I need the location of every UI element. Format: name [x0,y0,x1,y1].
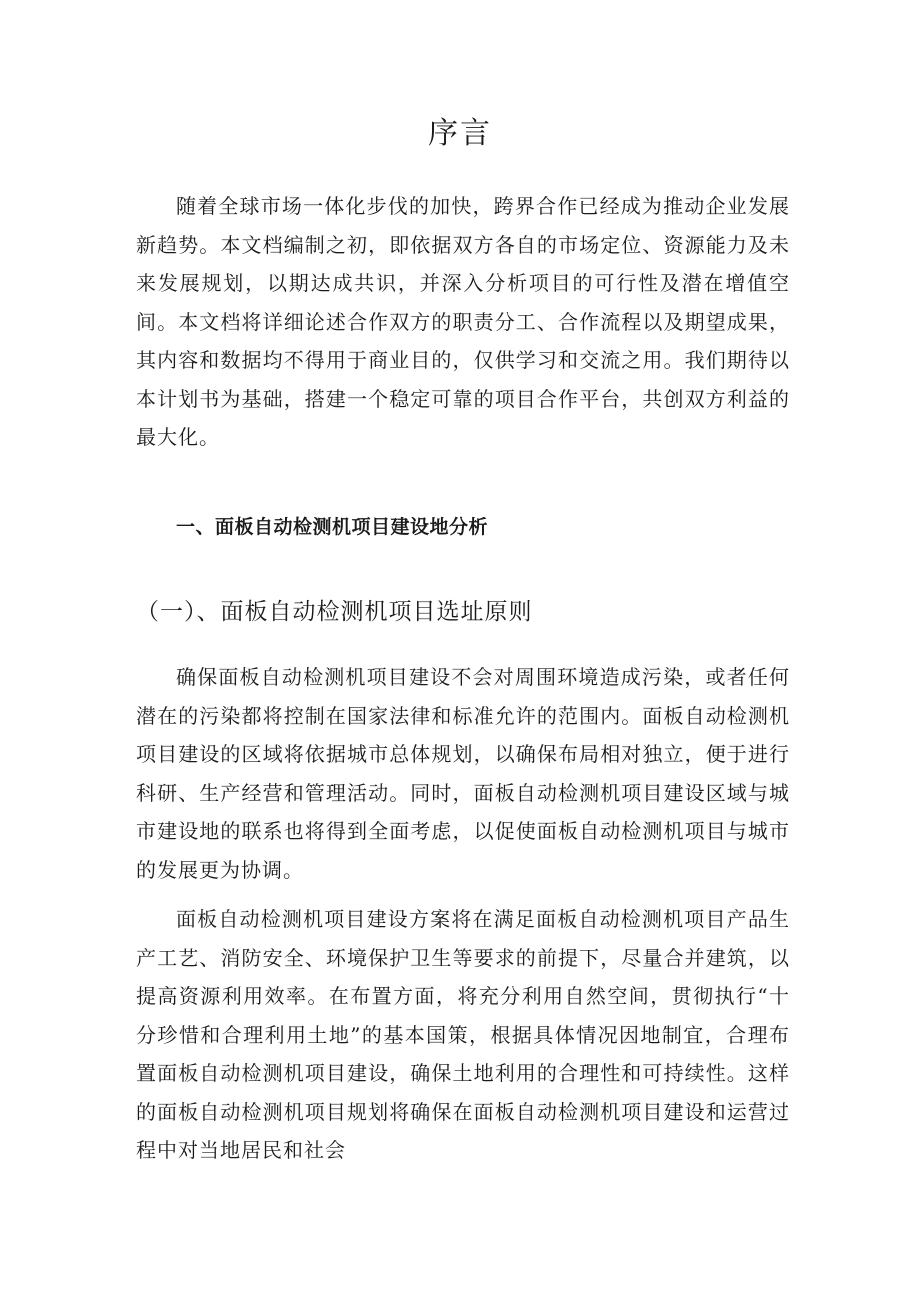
body-paragraph: 确保面板自动检测机项目建设不会对周围环境造成污染，或者任何潜在的污染都将控制在国家法律和标准允许的范围内。面板自动检测机项目建设的区域将依据城市总体规划，以确保布局相对独立，便于进行科研、生产经营和管理活动。同时，面板自动检测机项目建设区域与城市建设地的联系也将得到全面考虑，以促使面板自动检测机项目与城市的发展更为协调。 [136,665,790,882]
section-heading: 一、面板自动检测机项目建设地分析 [176,516,489,538]
page-title: 序言 [428,116,492,151]
subsection-heading: （一）、面板自动检测机项目选址原则 [136,599,533,625]
preface-paragraph: 随着全球市场一体化步伐的加快，跨界合作已经成为推动企业发展新趋势。本文档编制之初，即依据双方各自的市场定位、资源能力及未来发展规划，以期达成共识，并深入分析项目的可行性及潜在增值空间。本文档将详细论述合作双方的职责分工、合作流程以及期望成果，其内容和数据均不得用于商业目的，仅供学习和交流之用。我们期待以本计划书为基础，搭建一个稳定可靠的项目合作平台，共创双方利益的最大化。 [136,194,790,449]
body-paragraph: 面板自动检测机项目建设方案将在满足面板自动检测机项目产品生产工艺、消防安全、环境保护卫生等要求的前提下，尽量合并建筑，以提高资源利用效率。在布置方面，将充分利用自然空间，贯彻执行“十分珍惜和合理利用土地”的基本国策，根据具体情况因地制宜，合理布置面板自动检测机项目建设，确保土地利用的合理性和可持续性。这样的面板自动检测机项目规划将确保在面板自动检测机项目建设和运营过程中对当地居民和社会 [136,907,790,1162]
